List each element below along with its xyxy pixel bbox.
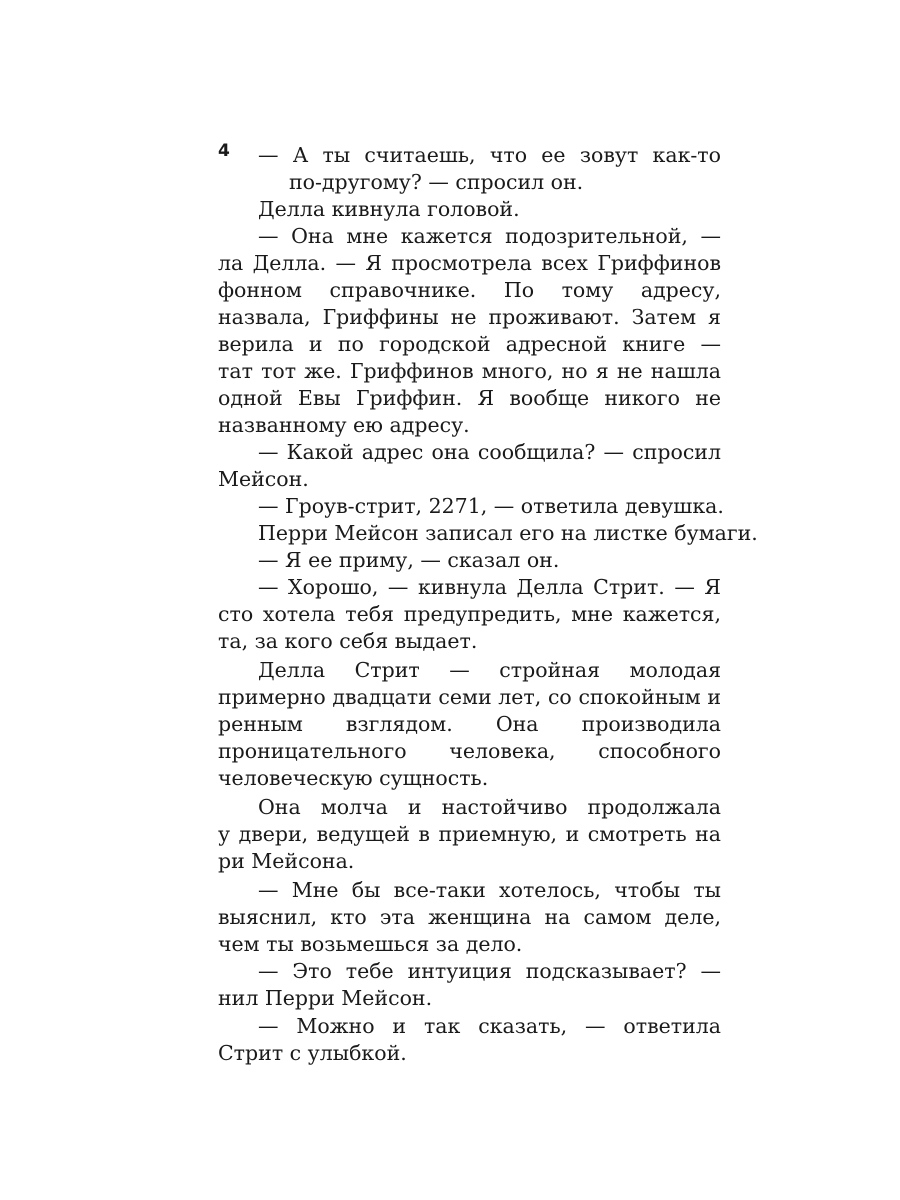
text-line: — Это тебе интуиция подсказывает? — [258,959,721,983]
text-line: одной Евы Гриффин. Я вообще никого не [218,386,721,410]
text-line: верила и по городской адресной книге — [218,332,721,356]
text-line: тат тот же. Гриффинов много, но я не нашла [218,359,721,383]
text-line: Мейсон. [218,467,309,491]
text-line: назвала, Гриффины не проживают. Затем я [218,305,721,329]
text-line: — А ты считаешь, что ее зовут как-то [258,143,721,167]
text-line: — Мне бы все-таки хотелось, чтобы ты [258,878,721,902]
text-line: примерно двадцати семи лет, со спокойным и [218,685,721,709]
text-line: Делла кивнула головой. [258,197,520,221]
text-line: — Хорошо, — кивнула Делла Стрит. — Я [258,575,721,599]
text-line: ри Мейсона. [218,849,355,873]
text-line: проницательного человека, способного [218,739,721,763]
text-line: — Она мне кажется подозрительной, — [258,224,721,248]
text-line: ренным взглядом. Она производила [218,712,721,736]
text-line: та, за кого себя выдает. [218,629,478,653]
text-line: — Можно и так сказать, — ответила [258,1014,721,1038]
text-line: сто хотела тебя предупредить, мне кажется, [218,602,721,626]
text-line: выяснил, кто эта женщина на самом деле, [218,905,721,929]
text-line: по-другому? — спросил он. [289,170,584,194]
text-line: чем ты возьмешься за дело. [218,932,523,956]
text-line: фонном справочнике. По тому адресу, [218,278,721,302]
text-line: Перри Мейсон записал его на листке бумаги. [258,521,758,545]
text-line: — Какой адрес она сообщила? — спросил [258,440,721,464]
text-line: — Гроув-стрит, 2271, — ответила девушка. [258,494,724,518]
text-line: названному ею адресу. [218,413,470,437]
text-line: Она молча и настойчиво продолжала [258,795,721,819]
text-line: Стрит с улыбкой. [218,1041,407,1065]
text-line: ла Делла. — Я просмотрела всех Гриффинов [218,251,721,275]
text-line: нил Перри Мейсон. [218,986,433,1010]
text-line: у двери, ведущей в приемную, и смотреть на [218,822,721,846]
page-number: 4 [218,141,230,161]
text-line: — Я ее приму, — сказал он. [258,548,560,572]
text-line: человеческую сущность. [218,766,489,790]
text-line: Делла Стрит — стройная молодая [258,658,721,682]
